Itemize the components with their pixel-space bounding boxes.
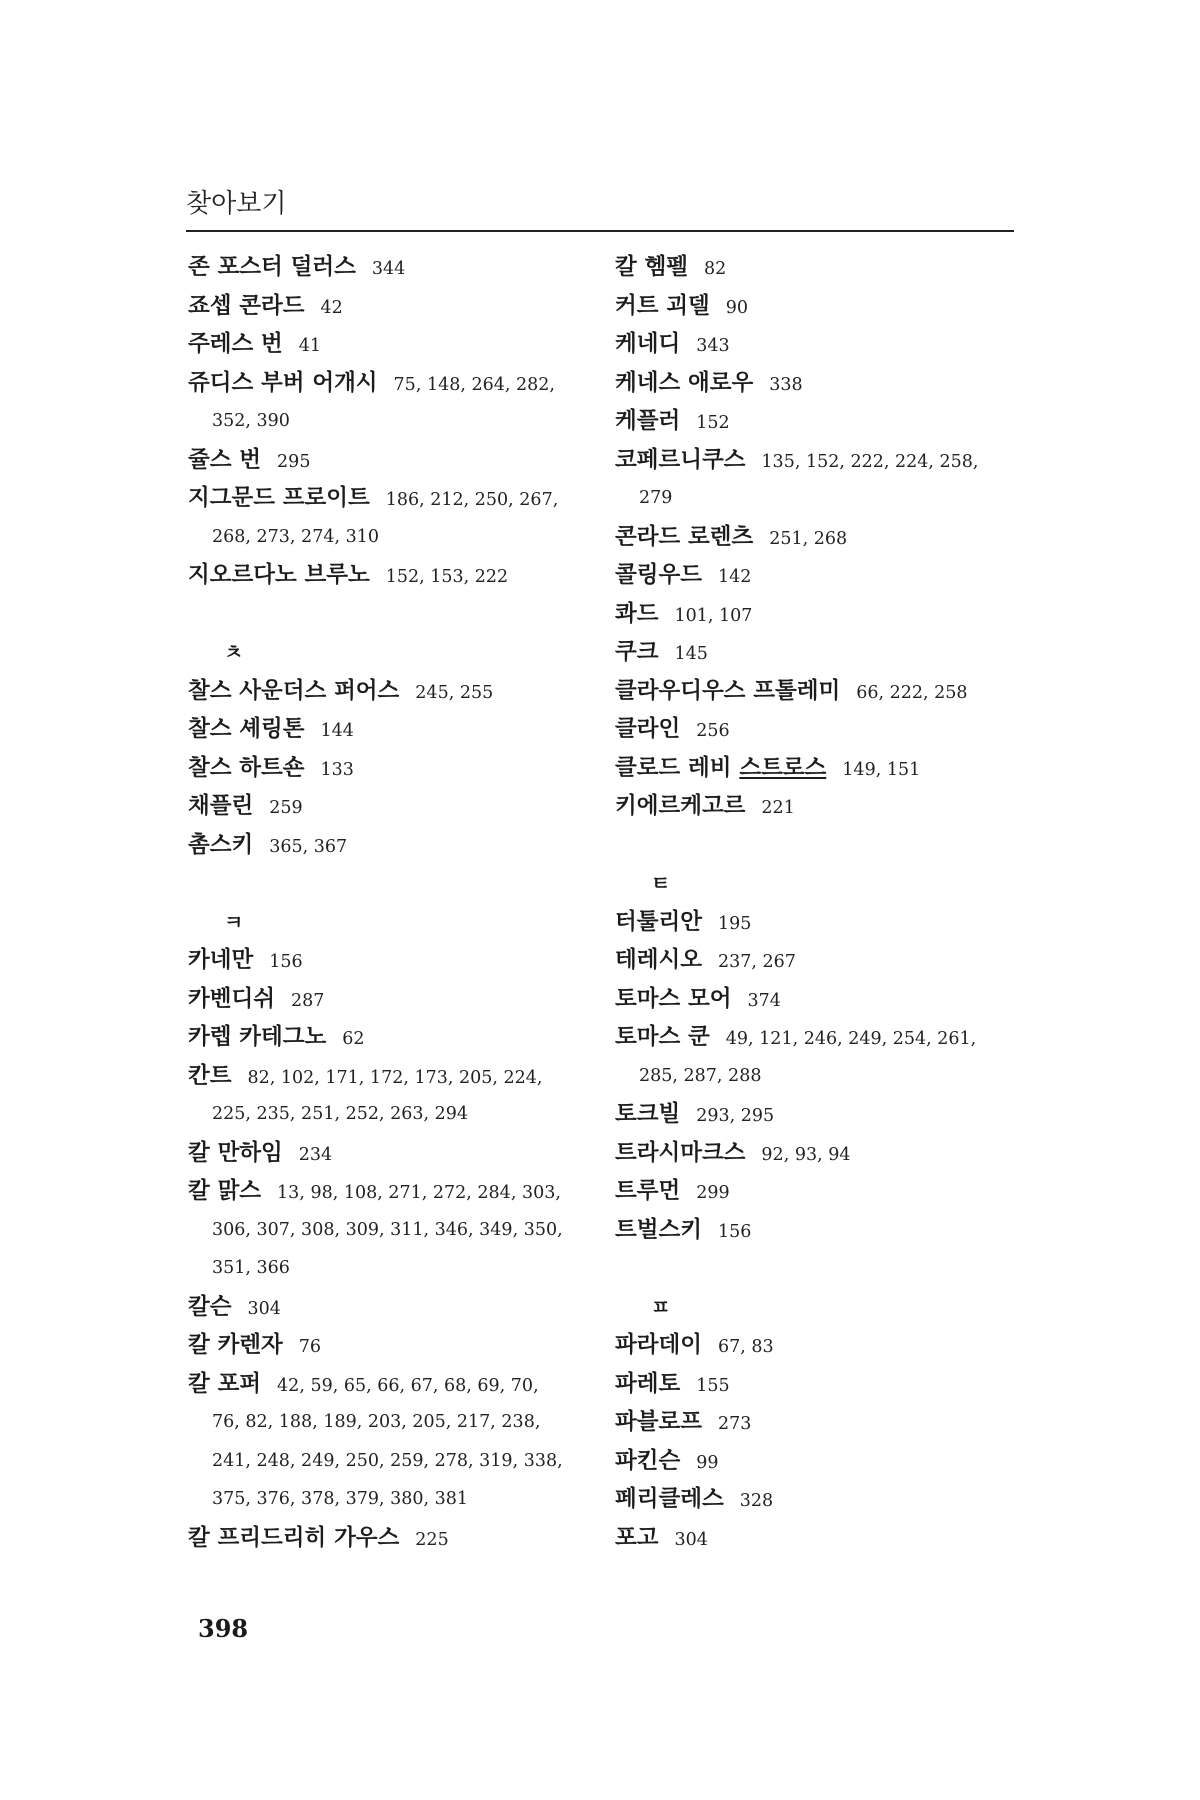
entry-pages: 365, 367: [269, 836, 348, 857]
entry-pages: 268, 273, 274, 310: [212, 526, 379, 547]
entry-pages: 351, 366: [212, 1258, 290, 1278]
entry-pages: 293, 295: [696, 1106, 775, 1126]
spacer: [615, 826, 1025, 865]
entry-pages: 13, 98, 108, 271, 272, 284, 303,: [277, 1183, 561, 1203]
entry-name: 파킨슨: [615, 1447, 681, 1474]
index-entry-continuation: [188, 1249, 598, 1288]
entry-pages: 374: [747, 990, 781, 1011]
entry-name: 키에르케고르: [615, 793, 746, 819]
entry-name: 쥴스 번: [188, 446, 262, 473]
entry-name: 채플린: [188, 793, 254, 819]
entry-pages: 328: [739, 1491, 774, 1511]
index-entry: [615, 556, 1025, 595]
entry-pages: 101, 107: [674, 605, 753, 626]
entry-name: 케네디: [615, 331, 681, 357]
section-heading: ㅋ: [224, 909, 244, 934]
index-entry: [188, 325, 598, 364]
index-entry-continuation: [188, 1095, 598, 1134]
index-column-right: [615, 248, 1025, 1557]
entry-pages: 144: [320, 721, 354, 741]
index-entry: [188, 1018, 598, 1057]
index-entry: [188, 1134, 598, 1173]
entry-pages: 66, 222, 258: [856, 682, 968, 703]
entry-name: 존 포스터 덜러스: [188, 254, 356, 280]
entry-name: 칼 헴펠: [615, 254, 689, 280]
entry-name: 지그문드 프로이트: [188, 485, 370, 511]
entry-pages: 142: [717, 567, 752, 587]
index-entry: [188, 1288, 598, 1327]
entry-pages: 75, 148, 264, 282,: [393, 374, 555, 395]
index-column-left: [188, 248, 598, 1557]
entry-pages: 259: [269, 798, 303, 818]
entry-name: 카렙 카테그노: [188, 1024, 327, 1050]
entry-pages: 76: [298, 1337, 322, 1357]
index-entry: [188, 364, 598, 403]
index-entry: [615, 1134, 1025, 1173]
index-entry: [188, 1519, 598, 1558]
entry-pages: 155: [696, 1375, 730, 1396]
index-entry: [615, 325, 1025, 364]
entry-name: 쥬디스 부버 어개시: [188, 369, 378, 396]
entry-name: 칼 포퍼: [188, 1370, 262, 1397]
index-entry: [615, 787, 1025, 826]
index-entry: [615, 1480, 1025, 1519]
entry-pages: 279: [639, 488, 673, 508]
entry-name: 토크빌: [615, 1101, 681, 1127]
entry-pages: 42: [320, 297, 343, 318]
entry-name: 칸트: [188, 1062, 232, 1089]
index-entry: [615, 1326, 1025, 1365]
index-entry: [615, 402, 1025, 441]
index-entry: [615, 1403, 1025, 1442]
entry-pages: 287: [290, 990, 325, 1011]
entry-name: 찰스 사운더스 퍼어스: [188, 677, 400, 704]
index-entry: [615, 595, 1025, 634]
entry-pages: 241, 248, 249, 250, 259, 278, 319, 338,: [212, 1450, 563, 1471]
entry-pages: 225, 235, 251, 252, 263, 294: [212, 1104, 469, 1124]
entry-pages: 156: [717, 1221, 752, 1242]
index-entry: [188, 980, 598, 1019]
entry-pages: 41: [298, 336, 322, 356]
entry-name: 파라데이: [615, 1332, 702, 1358]
index-entry-continuation: [615, 479, 1025, 518]
index-entry: [188, 787, 598, 826]
entry-pages: 304: [247, 1298, 281, 1319]
entry-pages: 62: [342, 1029, 365, 1049]
entry-name: 트벌스키: [615, 1216, 702, 1243]
entry-name: 콘라드 로렌츠: [615, 523, 754, 550]
entry-name: 코페르니쿠스: [615, 446, 746, 473]
index-entry-continuation: [188, 402, 598, 441]
entry-pages: 295: [277, 451, 311, 472]
index-entry: [188, 441, 598, 480]
entry-pages: 344: [371, 259, 406, 279]
entry-name: 케플러: [615, 408, 681, 434]
entry-name: 칼 카렌자: [188, 1332, 283, 1358]
index-entry: [615, 1519, 1025, 1558]
entry-name: 쿠크: [615, 639, 659, 665]
index-entry: [188, 1365, 598, 1404]
entry-name: 파블로프: [615, 1409, 702, 1435]
index-entry: [615, 1018, 1025, 1057]
entry-name: 칼 만하임: [188, 1139, 283, 1166]
index-entry: [615, 1365, 1025, 1404]
index-entry: [615, 1442, 1025, 1481]
entry-pages: 375, 376, 378, 379, 380, 381: [212, 1489, 469, 1509]
index-entry: [615, 1172, 1025, 1211]
section-heading: ㅌ: [651, 871, 671, 895]
index-entry-continuation: [188, 1442, 598, 1481]
index-entry: [188, 710, 598, 749]
index-entry: [615, 633, 1025, 672]
entry-name: 토마스 모어: [615, 985, 732, 1012]
entry-name: 트루먼: [615, 1178, 681, 1204]
entry-name: 클로드 레비 스트로스: [615, 754, 827, 781]
entry-pages: 90: [725, 297, 749, 318]
entry-name: 파레토: [615, 1370, 681, 1397]
spacer: [615, 1249, 1025, 1288]
entry-pages: 251, 268: [769, 528, 848, 549]
entry-name: 카네만: [188, 947, 254, 973]
index-entry: [188, 941, 598, 980]
entry-pages: 133: [320, 759, 354, 780]
index-entry: [615, 749, 1025, 788]
spacer: [188, 595, 598, 634]
index-entry: [188, 479, 598, 518]
header-title: 찾아보기: [186, 189, 287, 219]
entry-pages: 49, 121, 246, 249, 254, 261,: [725, 1029, 977, 1049]
entry-name: 촘스키: [188, 831, 254, 858]
index-entry: [615, 903, 1025, 942]
index-entry: [615, 287, 1025, 326]
index-entry: [615, 1095, 1025, 1134]
entry-pages: 225: [415, 1529, 449, 1550]
entry-name: 칼 맑스: [188, 1178, 262, 1204]
entry-pages: 135, 152, 222, 224, 258,: [761, 451, 979, 472]
entry-pages: 273: [717, 1414, 752, 1434]
entry-pages: 343: [696, 336, 730, 356]
index-entry: [615, 364, 1025, 403]
entry-name: 터툴리안: [615, 908, 702, 935]
section-heading: ㅊ: [224, 640, 244, 664]
entry-pages: 145: [674, 644, 708, 664]
entry-name: 찰스 하트숀: [188, 754, 305, 781]
entry-pages: 352, 390: [212, 411, 290, 431]
index-entry: [615, 710, 1025, 749]
index-entry: [615, 518, 1025, 557]
entry-name: 찰스 셰링톤: [188, 716, 305, 742]
entry-pages: 152, 153, 222: [385, 567, 509, 587]
page-number: 398: [198, 1614, 249, 1643]
index-entry: [188, 672, 598, 711]
index-entry-continuation: [188, 1480, 598, 1519]
index-entry: [188, 826, 598, 865]
entry-name: 커트 괴델: [615, 292, 710, 319]
entry-name: 케네스 애로우: [615, 369, 754, 396]
entry-name: 카벤디쉬: [188, 985, 275, 1012]
running-header: [186, 183, 1014, 232]
entry-pages: 82: [704, 259, 727, 279]
entry-pages: 338: [769, 374, 803, 395]
spacer: [188, 864, 598, 903]
entry-name: 죠셉 콘라드: [188, 292, 305, 319]
entry-name: 콜링우드: [615, 562, 702, 588]
entry-pages: 195: [717, 913, 752, 934]
entry-pages: 285, 287, 288: [639, 1065, 762, 1086]
entry-name: 칼슨: [188, 1293, 232, 1320]
entry-pages: 76, 82, 188, 189, 203, 205, 217, 238,: [212, 1412, 541, 1432]
index-entry: [188, 248, 598, 287]
index-entry: [188, 287, 598, 326]
index-entry: [188, 556, 598, 595]
entry-pages: 256: [696, 721, 730, 741]
entry-pages: 237, 267: [717, 952, 796, 972]
entry-pages: 186, 212, 250, 267,: [385, 490, 559, 510]
index-entry: [188, 1172, 598, 1211]
entry-pages: 99: [696, 1452, 719, 1473]
entry-name: 테레시오: [615, 947, 702, 973]
entry-name: 포고: [615, 1524, 659, 1551]
index-entry: [188, 1057, 598, 1096]
entry-pages: 304: [674, 1529, 708, 1550]
entry-name: 클라인: [615, 716, 681, 742]
entry-pages: 299: [696, 1183, 730, 1203]
entry-name: 지오르다노 브루노: [188, 562, 370, 588]
entry-name: 칼 프리드리히 가우스: [188, 1524, 400, 1551]
entry-pages: 234: [298, 1144, 333, 1165]
index-entry: [188, 1326, 598, 1365]
entry-pages: 82, 102, 171, 172, 173, 205, 224,: [247, 1067, 543, 1088]
index-entry: [615, 941, 1025, 980]
entry-pages: 92, 93, 94: [761, 1144, 851, 1165]
entry-name: 주레스 번: [188, 331, 283, 357]
index-entry: [615, 248, 1025, 287]
index-entry-continuation: [188, 1403, 598, 1442]
index-entry: [615, 1211, 1025, 1250]
index-entry: [615, 441, 1025, 480]
entry-name: 페리클레스: [615, 1486, 724, 1512]
entry-pages: 152: [696, 413, 730, 433]
index-entry-continuation: [188, 1211, 598, 1250]
entry-name: 토마스 쿤: [615, 1024, 710, 1050]
entry-pages: 42, 59, 65, 66, 67, 68, 69, 70,: [277, 1375, 539, 1396]
entry-pages: 67, 83: [717, 1337, 774, 1357]
index-entry: [615, 980, 1025, 1019]
entry-name: 클라우디우스 프톨레미: [615, 677, 841, 704]
entry-name: 콰드: [615, 600, 659, 627]
entry-name: 트라시마크스: [615, 1139, 746, 1166]
index-entry: [188, 749, 598, 788]
entry-pages: 221: [761, 798, 795, 818]
section-heading: ㅍ: [651, 1294, 671, 1319]
entry-pages: 245, 255: [415, 682, 494, 703]
entry-pages: 156: [269, 952, 303, 972]
index-entry-continuation: [188, 518, 598, 557]
entry-pages: 306, 307, 308, 309, 311, 346, 349, 350,: [212, 1219, 563, 1240]
entry-pages: 149, 151: [842, 759, 921, 780]
index-entry-continuation: [615, 1057, 1025, 1096]
index-entry: [615, 672, 1025, 711]
